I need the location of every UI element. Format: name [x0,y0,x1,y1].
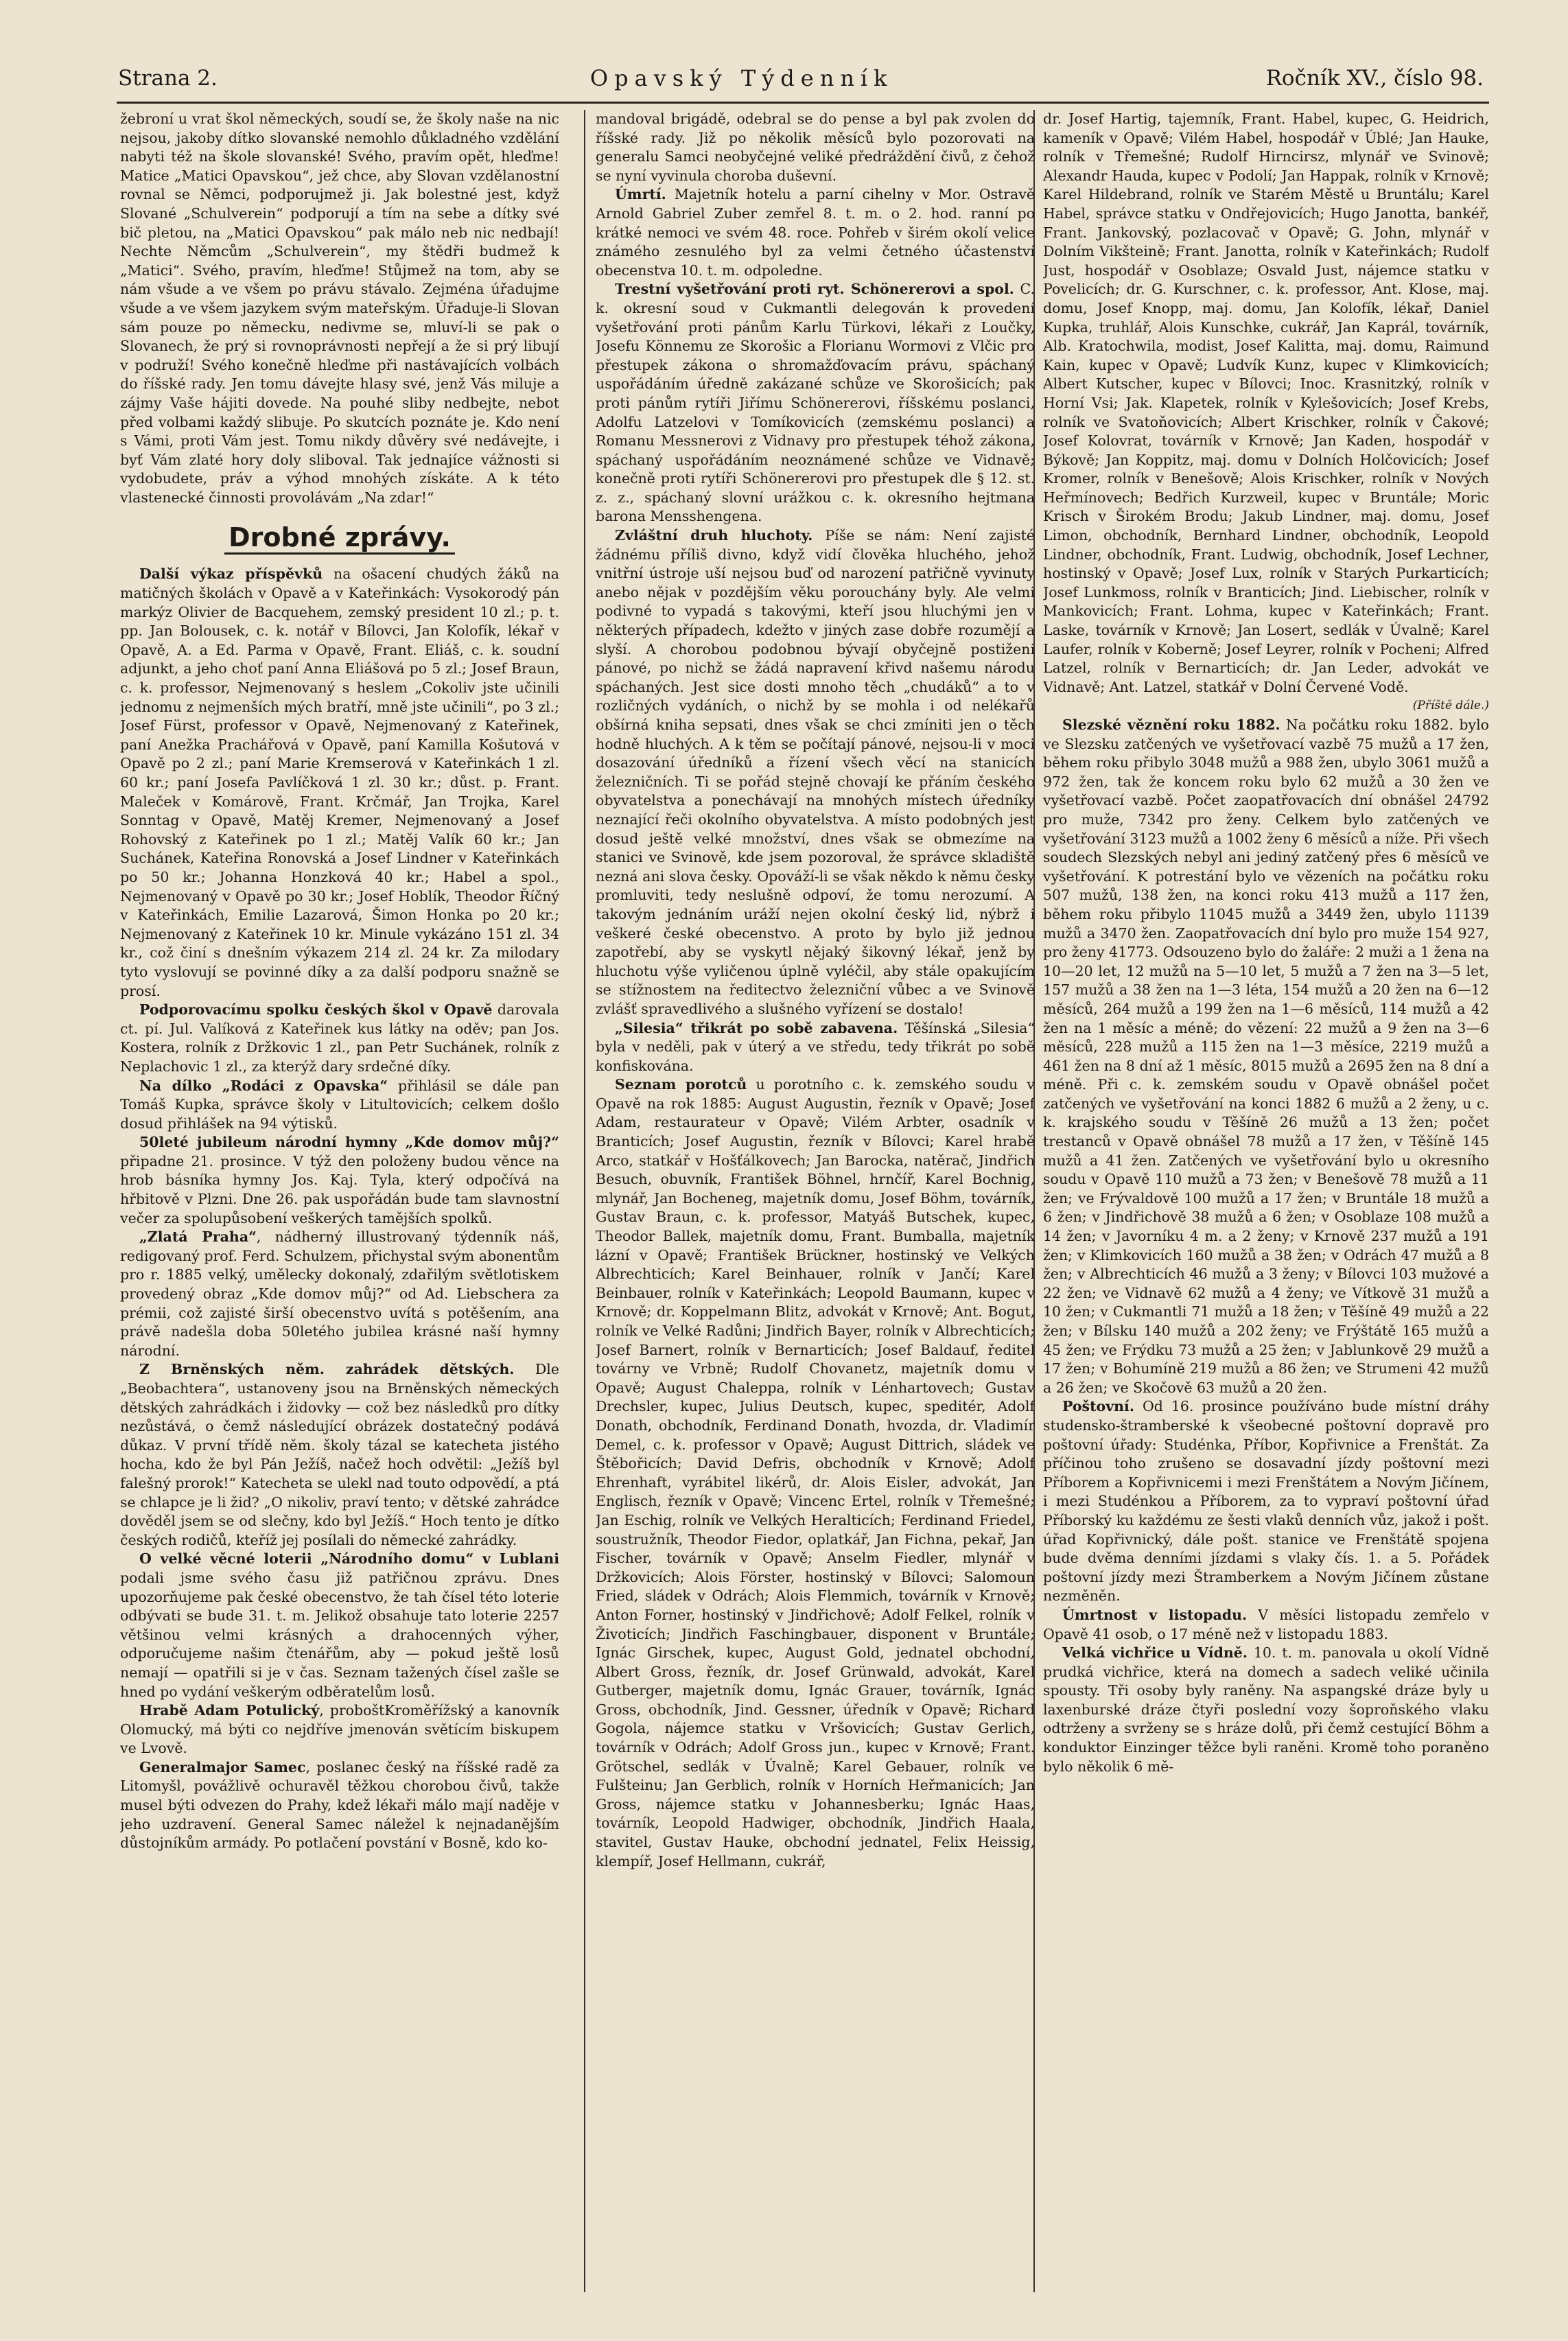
news-item [120,1228,559,1360]
news-item-body: V měsíci listopadu zemřelo v Opavě 41 osob, o 17 méně než v listopadu 1883. [1043,1606,1489,1642]
news-item [1043,1606,1489,1644]
page-header [118,63,1484,93]
column-1 [120,110,559,2292]
news-item-title: Z Brněnských něm. zahrádek dětských. [139,1361,515,1378]
news-item [1043,716,1489,1397]
news-item-body: Píše se nám: Není zajisté žádnému příliš divno, když vidí člověka hluchého, jehož vnitřní ústroje uší nejsou buď od narození patřičně vyvinuty anebo nějak v pozdějším věku porouchány byly. Ale velmi podivné to vypadá s takovými, kteří jsou hluchými jen v některých případech, kdežto v jiných zase dobře rozumějí a slyší. A chorobou podobnou bývají obyčejně postiženi pánové, po nichž se žádá napravení křivd našemu národu spáchaných. Jest sice dosti mnoho těch „chudáků“ a to v rozličných vydáních, o nichž by se mohla i od nelékařů obšírná kniha sepsati, dnes však se chci zmíniti jen o těch hodně hluchých. A k těm se počítají pánové, nejsou-li v moci dosazování úředníků a řízení všech věcí na stanicích železničních. Ti se pořád stejně chovají ke přáním českého obyvatelstva a ponechávají na mnohých místech úředníky neznající řeči okolního obyvatelstva. A místo podobných jest dosud ještě velké množství, dnes však se obmezíme na stanici ve Svinově, kde jsem pozoroval, že správce skladiště nezná ani slova česky. Opováží-li se však někdo k němu česky promluviti, tedy neslušně odpoví, že tomu nerozumí. A takovým jednáním uráží nejen okolní český lid, nýbrž i veškeré české obecenstvo. A proto by bylo již jednou zapotřebí, aby se vyskytl nějaký šikovný lékař, jenž by hluchotu výše vyličenou úplně vyléčil, aby stále opakujícím se stížnostem na ředitectvo železniční vůbec a ve Svinově zvlášť spravedlivého a slušného vyřízení se dostalo! [596,527,1035,1017]
news-item-body: Od 16. prosince používáno bude místní dráhy studensko-štramberské k všeobecné poštovní dopravě pro poštovní úřady: Studénka, Příbor, Kopřivnice a Frenštát. Za příčinou toho zrušeno se dosavadní jízdy poštovní mezi Příborem a Kopřivnicemi i mezi Frenštátem a Novým Jičínem, i mezi Studénkou a Příborem, za to vypraví poštovní úřad Příborský ku každému ze šesti vlaků denních vůz, jakož i pošt. úřad Kopřivnický, dále pošt. stanice ve Frenštátě spojena bude dvěma denními jízdami s vlaky čís. 1. a 5. Pořádek poštovní jízdy mezi Štramberkem a Novým Jičínem zůstane nezměněn. [1043,1398,1489,1605]
news-item-body: přihlásil se dále pan Tomáš Kupka, správce školy v Litultovicích; celkem došlo dosud přihlášek na 94 výtisků. [120,1077,559,1132]
news-item-title: 50leté jubileum národní hymny „Kde domov můj?“ [139,1134,559,1151]
newspaper-title: Opavský Týdenník [589,65,893,91]
news-item-title: Hrabě Adam Potulický [139,1702,320,1719]
article-paragraph: žebroní u vrat škol německých, soudí se, že školy naše na nic nejsou, jakoby dítko slovanské nemohlo důkladného vzdělání nabyti též na škole slovanské! Svého, pravím opět, hleďme! Matice „Matici Opavskou“, jež chce, aby Slovan vzdělanostní rovnal se Němci, podporujmež ji. Jak bolestné jest, když Slované „Schulverein“ podporují a tím na sebe a dítky své bič pletou, na „Matici Opavskou“ pak málo neb nic nedbají! Nechte Němcům „Schulverein“, my štědři budmež k „Matici“. Svého, pravím, hleďme! Stůjmež na tom, aby se nám všude a ve všem po právu stávalo. Zejména úřadujme všude a ve všem jazykem svým mateřským. Úřaduje-li Slovan sám pouze po německu, nedivme se, mluví-li se pak o Slovanech, že prý si rovnoprávnosti nepřejí a že si prý libují v podruží! Svého konečně hleďme při nastávajících volbách do říšské rady. Jen tomu dávejte hlasy své, jenž Vás miluje a zájmy Vaše hájiti dovede. Na pouhé sliby nedbejte, nebot před volbami každý slibuje. Po skutcích poznáte je. Kdo není s Vámi, proti Vám jest. Tomu nikdy důvěry své nedávejte, i byť Vám zlaté hory doly sliboval. Tak jednajíce vážnosti si vydobudete, práv a výhod mnohých získáte. A k této vlastenecké činnosti provolávám „Na zdar!“ [120,110,559,506]
article-paragraph: mandoval brigádě, odebral se do pense a byl pak zvolen do říšské rady. Již po několik měsíců bylo pozorovati na generalu Samci neobyčejné veliké předráždění čivů, z čehož se nyní vyvinula choroba duševní. [596,110,1035,184]
header-rule [117,102,1489,104]
news-item-title: Podporovacímu spolku českých škol v Opavě [139,1001,493,1018]
news-item [120,1133,559,1228]
article-paragraph: dr. Josef Hartig, tajemník, Frant. Habel, kupec, G. Heidrich, kameník v Opavě; Vilém Habel, hospodář v Úblé; Jan Hauke, rolník v Třemešné; Rudolf Hirncirsz, mlynář ve Svinově; Alexandr Hauda, kupec v Podolí; Jan Happak, rolník v Krnově; Karel Hildebrand, rolník ve Starém Městě u Bruntálu; Karel Habel, správce statku v Ondřejovicích; Hugo Janotta, bankéř, Frant. Jankovský, pozlacovač v Opavě; G. John, mlynář v Dolním Vikšteině; Frant. Janotta, rolník v Kateřinkách; Rudolf Just, hospodář v Osoblaze; Osvald Just, nájemce statku v Povelicích; dr. G. Kurschner, c. k. professor, Ant. Klose, maj. domu, Josef Knopp, maj. domu, Jan Kolofík, lékař, Daniel Kupka, truhlář, Alois Kunschke, cukrář, Jan Kaprál, továrník, Alb. Kratochwila, modist, Josef Kalitta, maj. domu, Raimund Kain, kupec v Opavě; Ludvík Kunz, kupec v Klimkovicích; Albert Kutscher, kupec v Bílovci; Inoc. Krasnitzký, rolník v Horní Vsi; Jak. Klapetek, rolník v Kylešovicích; Josef Krebs, rolník ve Svatoňovicích; Albert Krischker, rolník v Čakové; Josef Kolovrat, továrník v Krnově; Jan Kaden, hospodář v Býkově; Jan Koppitz, maj. domu v Dolních Holčovicích; Josef Kromer, rolník v Benešově; Alois Krischker, rolník v Nových Heřmínovech; Bedřich Kurzweil, kupec v Bruntále; Moric Krisch v Širokém Brodu; Jakub Lindner, maj. domu, Josef Limon, obchodník, Bernhard Lindner, obchodník, Leopold Lindner, obchodník, Frant. Ludwig, obchodník, Josef Lechner, hostinský v Opavě; Josef Lux, rolník v Starých Purkarticích; Josef Lunkmoss, rolník v Branticích; Jind. Liebischer, rolník v Mankovicích; Frant. Lohma, kupec v Kateřinkách; Frant. Laske, továrník v Krnově; Jan Losert, sedlák v Úvalně; Karel Laufer, rolník v Koberně; Josef Leyrer, rolník v Pocheni; Alfred Latzel, rolník v Bernarticích; dr. Jan Leder, advokát ve Vidnavě; Ant. Latzel, statkář v Dolní Červené Vodě. [1043,110,1489,695]
news-item-body: C. k. okresní soud v Cukmantli delegován k provedení vyšetřování proti pánům Karlu Türkovi, lékaři z Loučky, Josefu Könnemu ze Skorošic a Florianu Wormovi z Vlčic pro přestupek zákona o shromažďovacím právu, spáchaný uspořádáním úředně zakázané schůze ve Skorošicích; pak proti pánům rytíři Jiřímu Schönererovi, říšskému poslanci, Adolfu Latzelovi v Tomíkovicích (zemskému poslanci) a Romanu Messnerovi z Vidnavy pro přestupek téhož zákona, spáchaný uspořádáním neoznámené schůze ve Vidnavě; konečně proti rytíři Schönererovi pro přestupek dle § 12. st. z. z., spáchaný slovní urážkou c. k. okresního hejtmana barona Mensshengena. [596,281,1035,525]
news-item [120,1077,559,1134]
news-item [120,1701,559,1758]
news-item [120,1360,559,1550]
news-item [596,280,1035,526]
column-2 [596,110,1035,2292]
news-item-title: Poštovní. [1062,1398,1134,1415]
news-item-title: „Zlatá Praha“ [139,1228,257,1246]
news-item-body: připadne 21. prosince. V týž den položeny budou věnce na hrob básníka hymny Jos. Kaj. Tyla, který odpočívá na hřbitově v Plzni. Dne 26. pak uspořádán bude tam slavnostní večer za spolupůsobení veškerých tamějších spolků. [120,1152,559,1226]
news-item [596,185,1035,280]
news-item [596,526,1035,1018]
page-number: Strana 2. [118,66,218,91]
news-item-title: Zvláštní druh hluchoty. [615,527,813,544]
news-item-body: Majetník hotelu a parní cihelny v Mor. Ostravě Arnold Gabriel Zuber zemřel 8. t. m. o 2. hod. ranní po krátké nemoci ve svém 48. roce. Pohřeb v širém okolí velice známého zesnulého byl za velmi četného účastenství obecenstva 10. t. m. odpoledne. [596,186,1035,279]
news-item [120,565,559,1001]
news-item [120,1001,559,1076]
column-3 [1043,110,1489,2292]
news-item-title: Další výkaz příspěvků [139,566,323,583]
news-item-title: Úmrtnost v listopadu. [1062,1606,1248,1623]
news-item-title: Seznam porotců [615,1076,747,1093]
news-item-body: Těšínská „Silesia“ byla v neděli, pak v úterý a ve středu, tedy třikrát po sobě konfiskována. [596,1019,1035,1074]
news-item-body: u porotního c. k. zemského soudu v Opavě na rok 1885: August Augustin, řezník v Opavě; Josef Adam, restaurateur v Opavě; Vilém Arbter, osadník v Branticích; Josef Augustin, řezník v Bílovci; Karel hrabě Arco, statkář v Hošťálkovech; Jan Barocka, natěrač, Jindřich Besuch, obuvník, František Böhnel, hrnčíř, Karel Bochnig, mlynář, Jan Bocheneg, majetník domu, Josef Böhm, továrník, Gustav Braun, c. k. professor, Matyáš Butschek, kupec, Theodor Ballek, majetník domu, Frant. Bumballa, majetník lázní v Opavě; František Brückner, hostinský ve Velkých Albrechticích; Karel Beinhauer, rolník v Jančí; Karel Beinbauer, rolník v Kateřinkách; Leopold Baumann, kupec v Krnově; dr. Koppelmann Blitz, advokát v Krnově; Ant. Bogut, rolník ve Velké Radůni; Jindřich Bayer, rolník v Albrechticích; Josef Barnert, rolník v Bernarticích; Josef Baldauf, ředitel továrny ve Vrbně; Rudolf Chovanetz, majetník domu v Opavě; August Chaleppa, rolník v Lénhartovech; Gustav Drechsler, kupec, Julius Deutsch, kupec, speditér, Adolf Donath, obchodník, Ferdinand Donath, hvozda, dr. Vladimír Demel, c. k. professor v Opavě; August Dittrich, sládek ve Štěbořicích; David Defris, obchodník v Krnově; Adolf Ehrenhaft, vyrábitel likérů, dr. Alois Eisler, advokát, Jan Englisch, řezník v Opavě; Vincenc Ertel, rolník v Třemešné; Jan Eschig, rolník ve Velkých Heralticích; Ferdinand Friedel, soustružník, Theodor Fiedor, oplatkář, Jan Fichna, pekař, Jan Fischer, továrník v Opavě; Anselm Fiedler, mlynář v Držkovicích; Alois Förster, hostinský v Bílovci; Salomoun Fried, sládek v Odrách; Alois Flemmich, továrník v Krnově; Anton Forner, hostinský v Jindřichově; Adolf Felkel, rolník v Životicích; Jindřich Faschingbauer, disponent v Bruntále; Ignác Girschek, kupec, August Gold, jednatel obchodní, Albert Gross, řezník, dr. Josef Grünwald, advokát, Karel Gutberger, majetník domu, Ignác Grauer, továrník, Ignác Gross, obchodník, Jind. Gessner, úředník v Opavě; Richard Gogola, nájemce statku v Vršovicích; Gustav Gerlich, továrník v Odrách; Adolf Gross jun., kupec v Krnově; Frant. Grötschel, sedlák v Úvalně; Karel Gebauer, rolník ve Fulšteinu; Jan Gerblich, rolník v Horních Heřmanicích; Jan Gross, nájemce statku v Johannesberku; Ignác Haas, továrník, Leopold Hadwiger, obchodník, Jindřich Haala, stavitel, Gustav Hauke, obchodní jednatel, Felix Heissig, klempíř, Josef Hellmann, cukrář, [596,1076,1035,1870]
section-heading [120,522,559,552]
news-item-title: O velké věcné loterii „Národního domu“ v Lublani [139,1550,559,1568]
news-item-body: Na počátku roku 1882. bylo ve Slezsku zatčených ve vyšetřovací vazbě 75 mužů a 17 žen, během roku přibylo 3048 mužů a 988 žen, ubylo 3061 mužů a 972 žen, tak že koncem roku bylo 62 mužů a 30 žen ve vyšetřovací vazbě. Počet zaopatřovacích dní obnášel 24792 pro muže, 7342 pro ženy. Celkem bylo zatčených ve vyšetřování 3123 mužů a 1002 ženy 6 měsíců a níže. Při všech soudech Slezských nebyl ani jediný zatčený přes 6 měsíců ve vyšetřování. K potrestání bylo ve vězeních na počátku roku 507 mužů, 138 žen, na konci roku 413 mužů a 117 žen, během roku přibylo 11045 mužů a 3449 žen, ubylo 11139 mužů a 3470 žen. Zaopatřovacích dní bylo pro muže 154 927, pro ženy 41773. Odsouzeno bylo do žaláře: 2 muži a 1 žena na 10—20 let, 12 mužů na 5—10 let, 5 mužů a 7 žen na 3—5 let, 157 mužů a 38 žen na 1—3 léta, 154 mužů a 20 žen na 6—12 měsíců, 264 mužů a 199 žen na 1—6 měsíců, 114 mužů a 42 žen na 1 měsíc a méně; do vězení: 22 mužů a 9 žen na 3—6 měsíců, 228 mužů a 115 žen na 1—3 měsíce, 2219 mužů a 461 žen na 8 dní až 1 měsíc, 8015 mužů a 2695 žen na 8 dní a méně. Při c. k. zemském soudu v Opavě obnášel počet zatčených ve vyšetřování na konci 1882 6 mužů a 2 ženy, u c. k. krajského soudu v Těšíně 26 mužů a 13 žen; počet trestanců v Opavě obnášel 78 mužů a 17 žen, v Těšíně 145 mužů a 41 žen. Zatčených ve vyšetřování bylo u okresního soudu v Opavě 110 mužů a 73 žen; v Benešově 78 mužů a 11 žen; ve Frývaldově 100 mužů a 17 žen; v Bruntále 18 mužů a 6 žen; v Jindřichově 38 mužů a 6 žen; v Osoblaze 108 mužů a 14 žen; v Javorníku 4 m. a 2 ženy; v Krnově 237 mužů a 191 žen; v Klimkovicích 160 mužů a 38 žen; v Odrách 47 mužů a 8 žen; v Albrechticích 46 mužů a 3 ženy; v Bílovci 103 mužové a 22 žen; ve Vidnavě 62 mužů a 4 ženy; ve Vítkově 31 mužů a 10 žen; v Cukmantli 71 mužů a 18 žen; v Těšíně 49 mužů a 22 žen; v Bílsku 140 mužů a 202 ženy; ve Frýštátě 165 mužů a 45 žen; ve Frýdku 73 mužů a 25 žen; v Jablunkově 29 mužů a 17 žen; v Bohumíně 219 mužů a 86 žen; ve Strumeni 42 mužů a 26 žen; ve Skočově 63 mužů a 20 žen. [1043,717,1489,1396]
news-item [1043,1644,1489,1776]
section-heading-text: Drobné zprávy. [224,522,455,555]
news-item-body: podali jsme svého času již patřičnou zprávu. Dnes upozorňujeme pak české obecenstvo, že tah čísel této loterie odbývati se bude 31. t. m. Jelikož obsahuje tato loterie 2257 většinou velmi krásných a drahocenných výher, odporučujeme našim čtenářům, aby — pokud ještě losů nemají — opatřili si je v čas. Seznam tažených čísel zašle se hned po vydání veškerým odběratelům losů. [120,1569,559,1700]
news-item-title: Úmrtí. [615,186,666,203]
news-item-body: , poslanec český na říšské radě za Litomyšl, povážlivě ochuravěl těžkou chorobou čivů, takže musel býti odvezen do Prahy, kdež lékaři málo mají naděje v jeho uzdravení. General Samec náležel k nejnadanějším důstojníkům armády. Po potlačení povstání v Bosně, kdo ko- [120,1758,559,1852]
continued-note: (Příště dále.) [1412,699,1489,713]
news-item-title: Na dílko „Rodáci z Opavska“ [139,1077,388,1094]
news-item [596,1075,1035,1871]
news-item [120,1758,559,1853]
news-item [1043,1397,1489,1606]
news-item-body: , nádherný illustrovaný týdenník náš, redigovaný prof. Ferd. Schulzem, přichystal svým abonentům pro r. 1885 velký, umělecky dokonalý, zdařilým světlotiskem provedený obraz „Kde domov můj?“ od Ad. Liebschera za prémii, což zajisté širší obecenstvo uvítá s potěšením, ana právě nadešla doba 50letého jubilea krásné naší hymny národní. [120,1228,559,1359]
news-item-body: Dle „Beobachtera“, ustanoveny jsou na Brněnských německých dětských zahrádkách i židovky — což bez následků pro dítky nezůstává, o čemž následující obrázek dostatečný podává důkaz. V první třídě něm. školy tázal se katecheta jistého hocha, kdo že byl Pán Ježíš, načež hoch odvětil: „Ježíš byl falešný prorok!“ Katecheta se ulekl nad touto odpovědí, a ptá se chlapce je li žid? „O nikoliv, praví tento; v dětské zahrádce dověděl jsem se od slečny, kdo byl Ježíš.“ Hoch tento je dítko českých rodičů, kteříž jej posílali do německé zahrádky. [120,1361,559,1548]
news-item-title: „Silesia“ třikrát po sobě zabavena. [615,1019,898,1036]
news-item-title: Slezské věznění roku 1882. [1062,717,1280,733]
news-item-title: Trestní vyšetřování proti ryt. Schönererovi a spol. [615,281,1014,298]
issue-info: Ročník XV., číslo 98. [1265,66,1484,91]
news-item [596,1019,1035,1076]
column-divider [584,110,585,2292]
news-item-title: Generalmajor Samec [139,1758,306,1775]
news-item-body: 10. t. m. panovala u okolí Vídně prudká vichřice, která na domech a sadech veliké učinila spousty. Tři osoby byly raněny. Na aspangské dráze byly u laxenburské dráze čtyři poslední vozy šoproňského vlaku odtrženy a svrženy se s hráze dolů, při čemž cestující Böhm a konduktor Einzinger těžce byli raněni. Kromě toho poraněno bylo několik 6 mě- [1043,1644,1489,1775]
news-item-title: Velká vichřice u Vídně. [1062,1644,1248,1662]
news-item [120,1550,559,1701]
news-item-body: na ošacení chudých žáků na matičných školách v Opavě a v Kateřinkách: Vysokorodý pán markýz Olivier de Bacquehem, zemský president 10 zl.; p. t. pp. Jan Bolousek, c. k. notář v Bílovci, Jan Kolofík, lékař v Opavě, A. a Ed. Parma v Opavě, Frant. Eliáš, c. k. soudní adjunkt, a jeho choť paní Anna Eliášová po 5 zl.; Josef Braun, c. k. professor, Nejmenovaný s heslem „Cokoliv jste učinili jednomu z nejmenších mých bratří, mně jste učinili“, po 3 zl.; Josef Fürst, professor v Opavě, Nejmenovaný z Kateřinek, paní Anežka Prachářová v Opavě, paní Kamilla Košutová v Opavě po 2 zl.; paní Marie Kremserová v Kateřinkách 1 zl. 60 kr.; paní Josefa Pavlíčková 1 zl. 30 kr.; důst. p. Frant. Maleček v Komárově, Frant. Krčmář, Jan Trojka, Karel Sonntag v Opavě, Matěj Kremer, Nejmenovaný a Josef Rohovský z Kateřinek po 1 zl.; Matěj Valík 60 kr.; Jan Suchánek, Kateřina Ronovská a Josef Lindner v Kateřinkách po 50 kr.; Johanna Honzková 40 kr.; Habel a spol., Nejmenovaný v Opavě po 30 kr.; Josef Hoblík, Theodor Říčný v Kateřinkách, Emilie Lazarová, Šimon Honka po 20 kr.; Nejmenovaný z Kateřinek 10 kr. Minule vykázáno 151 zl. 34 kr., což činí s dnešním výkazem 214 zl. 24 kr. Za milodary tyto vyslovují se povinné díky a za další podporu snažně se prosí. [120,566,559,999]
news-item-body: , proboštKroměřížský a kanovník Olomucký, má býti co nejdříve jmenován světícím biskupem ve Lvově. [120,1702,559,1757]
news-item-body: darovala ct. pí. Jul. Valíková z Kateřinek kus látky na oděv; pan Jos. Kostera, rolník z Držkovic 1 zl., pan Petr Suchánek, rolník z Neplachovic 1 zl., za kterýž dary srdečné díky. [120,1001,559,1075]
